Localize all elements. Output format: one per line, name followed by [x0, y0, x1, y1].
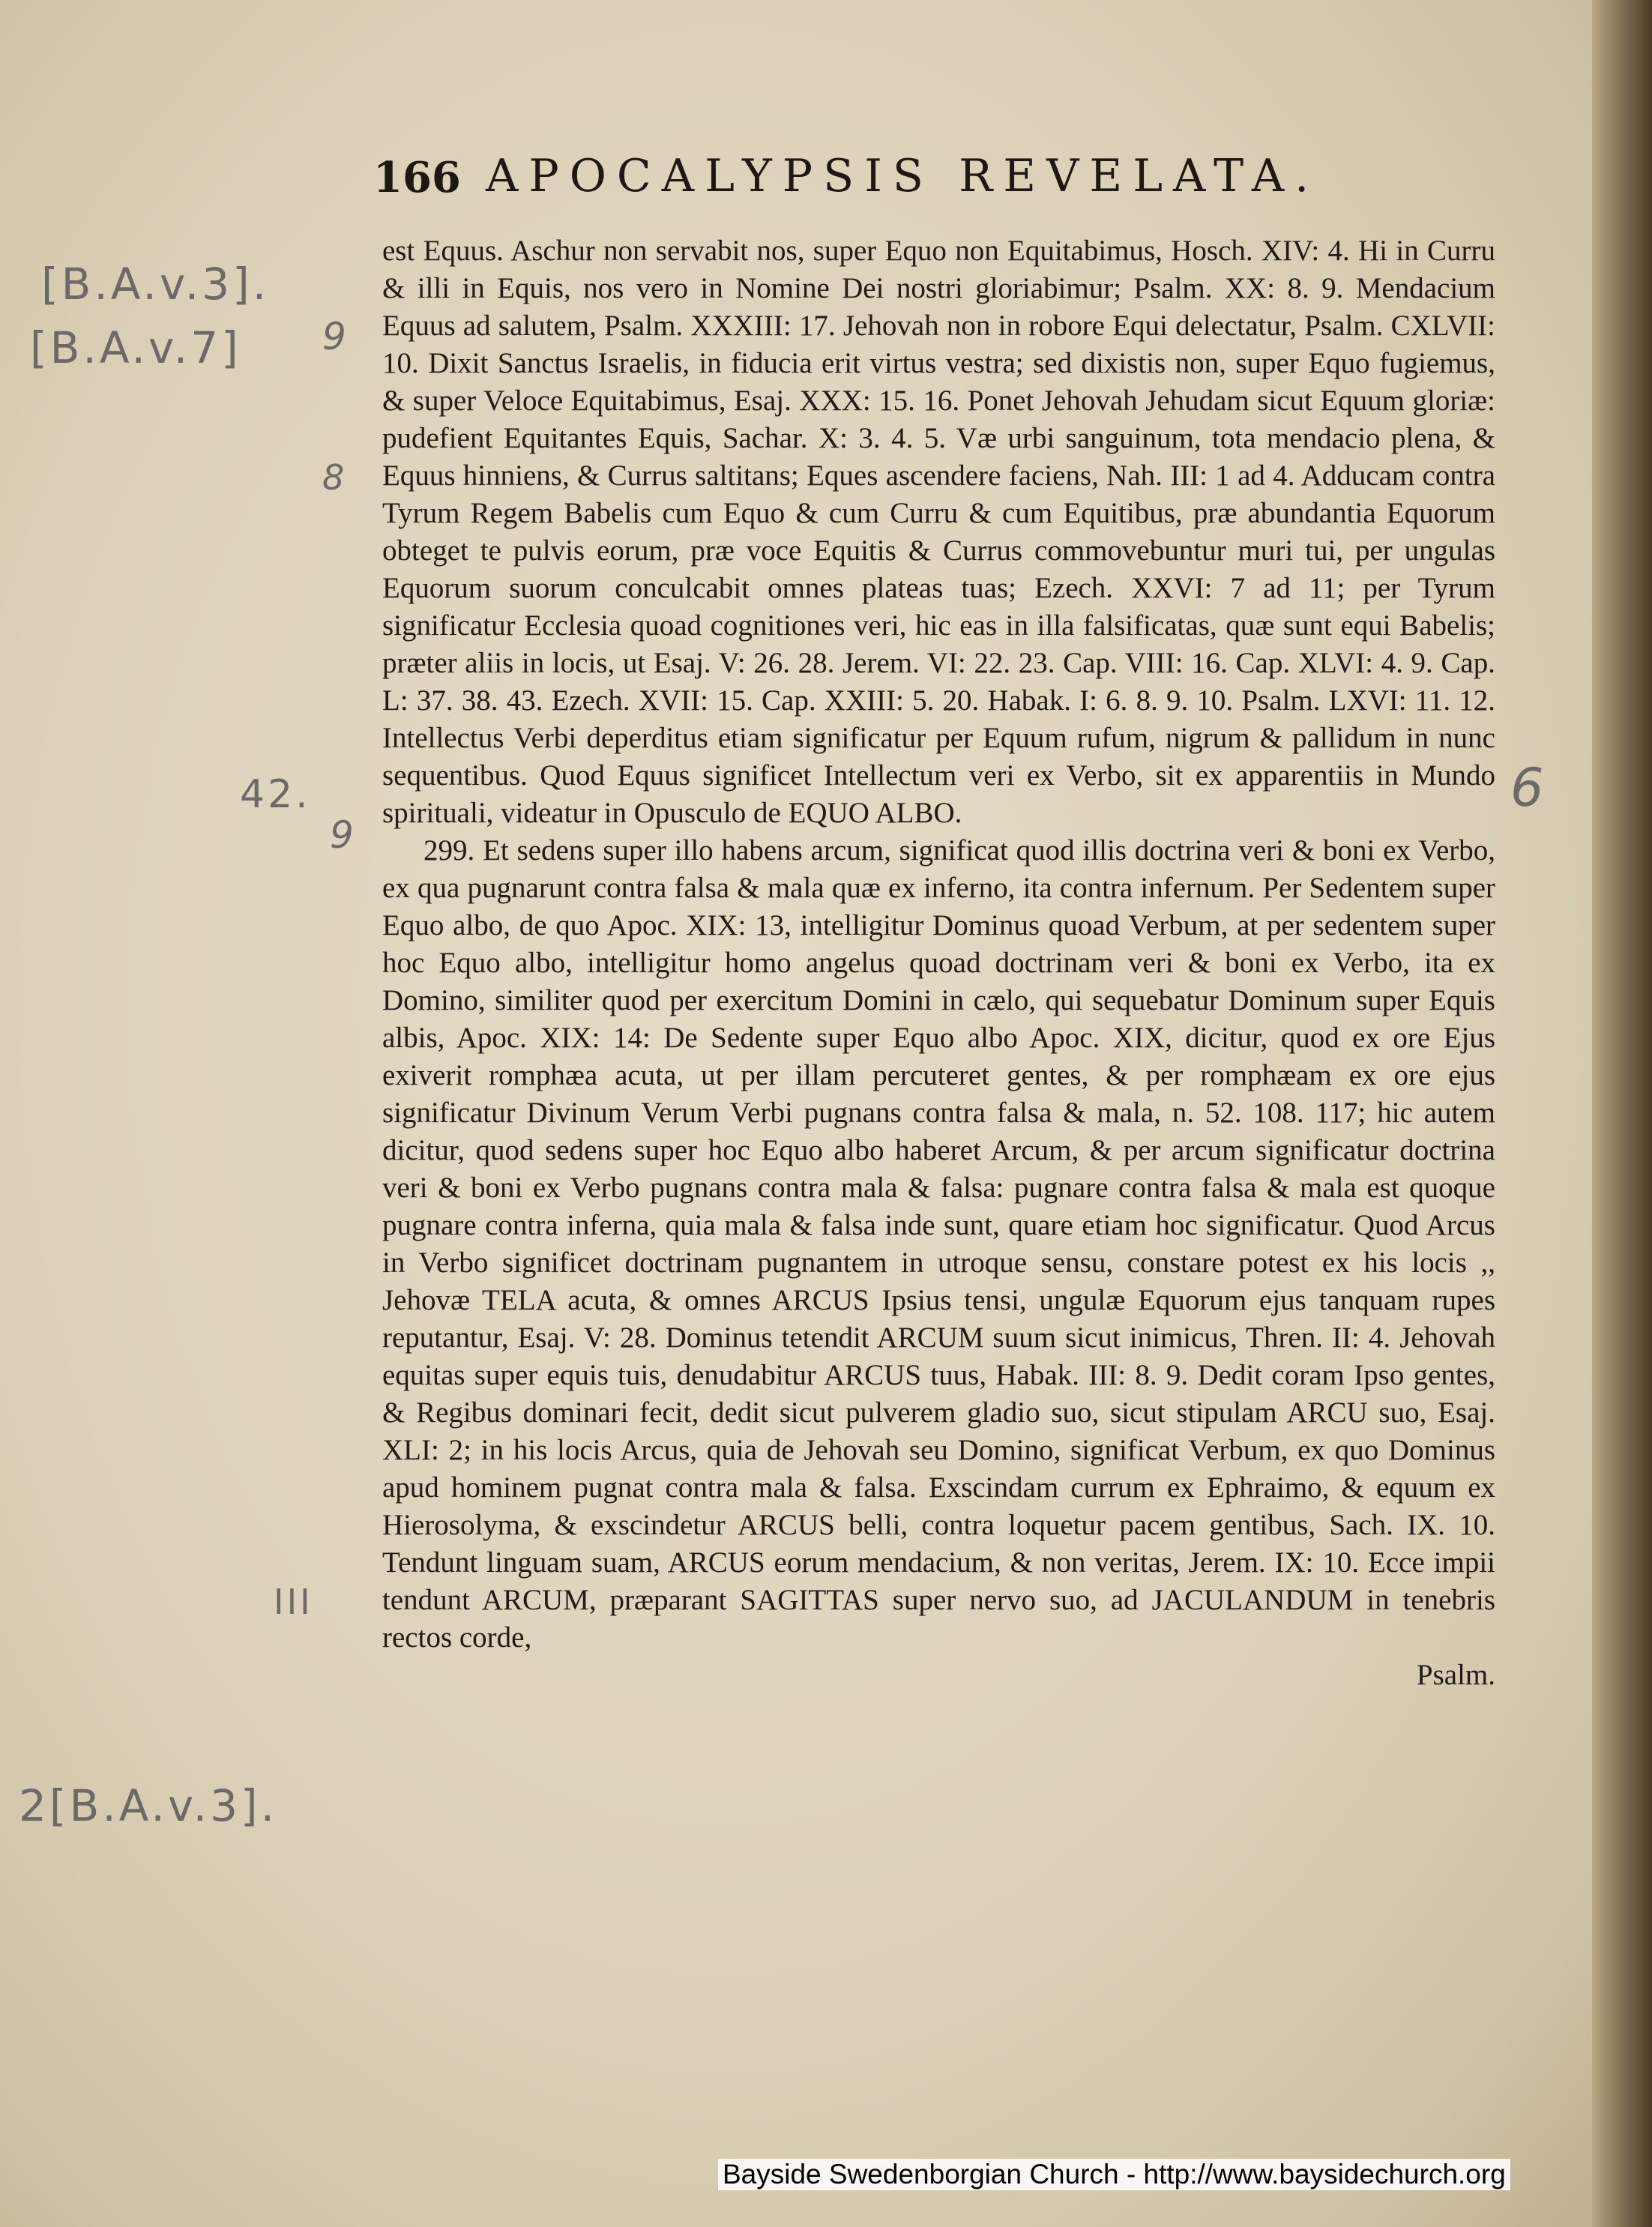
- page-header: [373, 150, 1438, 210]
- running-title: APOCALYPSIS REVELATA.: [486, 150, 1320, 202]
- margin-note: 9: [330, 813, 357, 857]
- watermark-footer: Bayside Swedenborgian Church - http://www.baysidechurch.org: [718, 2159, 1510, 2190]
- book-gutter: [1592, 0, 1652, 2227]
- margin-note: 42.: [240, 772, 311, 817]
- paragraph-continuation: est Equus. Aschur non servabit nos, super Equo non Equitabimus, Hosch. XIV: 4. Hi in Curru & illi in Equis, nos vero in Nomine Dei nostri gloriabimur; Psalm. XX: 8. 9. Mendacium Equus ad salutem, Psalm. XXXIII: 17. Jehovah non in robore Equi delectatur, Psalm. CXLVII: 10. Dixit Sanctus Israelis, in fiducia erit virtus vestra; sed dixistis non, super Equo fugiemus, & super Veloce Equitabimus, Esaj. XXX: 15. 16. Ponet Jehovah Jehudam sicut Equum gloriæ: pudefient Equitantes Equis, Sachar. X: 3. 4. 5. Væ urbi sanguinum, tota mendacio plena, & Equus hinniens, & Currus saltitans; Eques ascendere faciens, Nah. III: 1 ad 4. Adducam contra Tyrum Regem Babelis cum Equo & cum Curru & cum Equitibus, præ abundantia Equorum obteget te pulvis eorum, præ voce Equitis & Currus commovebuntur muri tui, per ungulas Equorum suorum conculcabit omnes plateas tuas; Ezech. XXVI: 7 ad 11; per Tyrum significatur Ecclesia quoad cognitiones veri, hic eas in illa falsificatas, quæ sunt equi Babelis; præter aliis in locis, ut Esaj. V: 26. 28. Jerem. VI: 22. 23. Cap. VIII: 16. Cap. XLVI: 4. 9. Cap. L: 37. 38. 43. Ezech. XVII: 15. Cap. XXIII: 5. 20. Habak. I: 6. 8. 9. 10. Psalm. LXVI: 11. 12. Intellectus Verbi deperditus etiam significatur per Equum rufum, nigrum & pallidum in nunc sequentibus. Quod Equus significet Intellectum veri ex Verbo, sit ex apparentiis in Mundo spirituali, videatur in Opusculo de EQUO ALBO.: [382, 235, 1495, 829]
- margin-note: [B.A.v.3].: [41, 259, 270, 310]
- page-number: 166: [373, 153, 461, 202]
- margin-note: 2[B.A.v.3].: [19, 1780, 278, 1831]
- last-line: Psalm.: [1416, 1659, 1495, 1691]
- margin-note: 8: [322, 457, 348, 498]
- paragraph-299: 299. Et sedens super illo habens arcum, significat quod illis doctrina veri & boni ex Verbo, ex qua pugnarunt contra falsa & mala quæ ex inferno, ita contra infernum. Per Sedentem super Equo albo, de quo Apoc. XIX: 13, intelligitur Dominus quoad Verbum, at per sedentem super hoc Equo albo, intelligitur homo angelus quoad doctrinam veri & boni ex Verbo, ita ex Domino, similiter quod per exercitum Domini in cælo, qui sequebatur Dominum super Equis albis, Apoc. XIX: 14: De Sedente super Equo albo Apoc. XIX, dicitur, quod ex ore Ejus exiverit romphæa acuta, ut per illam percuteret gentes, & per romphæam ex ore ejus significatur Divinum Verum Verbi pugnans contra falsa & mala, n. 52. 108. 117; hic autem dicitur, quod sedens super hoc Equo albo haberet Arcum, & per arcum significatur doctrina veri & boni ex Verbo pugnans contra mala & falsa: pugnare contra falsa & mala est quoque pugnare contra inferna, quia mala & falsa inde sunt, quare etiam hoc significatur. Quod Arcus in Verbo significet doctrinam pugnantem in utroque sensu, constare potest ex his locis ,, Jehovæ TELA acuta, & omnes ARCUS Ipsius tensi, ungulæ Equorum ejus tanquam rupes reputantur, Esaj. V: 28. Dominus tetendit ARCUM suum sicut inimicus, Thren. II: 4. Jehovah equitas super equis tuis, denudabitur ARCUS tuus, Habak. III: 8. 9. Dedit coram Ipso gentes, & Regibus dominari fecit, dedit sicut pulverem gladio suo, sicut stipulam ARCU suo, Esaj. XLI: 2; in his locis Arcus, quia de Jehovah seu Domino, significat Verbum, ex quo Dominus apud hominem pugnat contra mala & falsa. Exscindam currum ex Ephraimo, & equum ex Hierosolyma, & exscindetur ARCUS belli, contra loquetur pacem gentibus, Sach. IX. 10. Tendunt linguam suam, ARCUS eorum mendacium, & non veritas, Jerem. IX: 10. Ecce impii tendunt ARCUM, præparant SAGITTAS super nervo suo, ad JACULANDUM in tenebris rectos corde,: [382, 834, 1495, 1654]
- margin-note: 9: [322, 315, 349, 358]
- margin-note: [B.A.v.7]: [30, 322, 241, 373]
- margin-note: III: [274, 1582, 313, 1622]
- margin-note: 6: [1510, 757, 1547, 819]
- body-text: [382, 232, 1495, 1934]
